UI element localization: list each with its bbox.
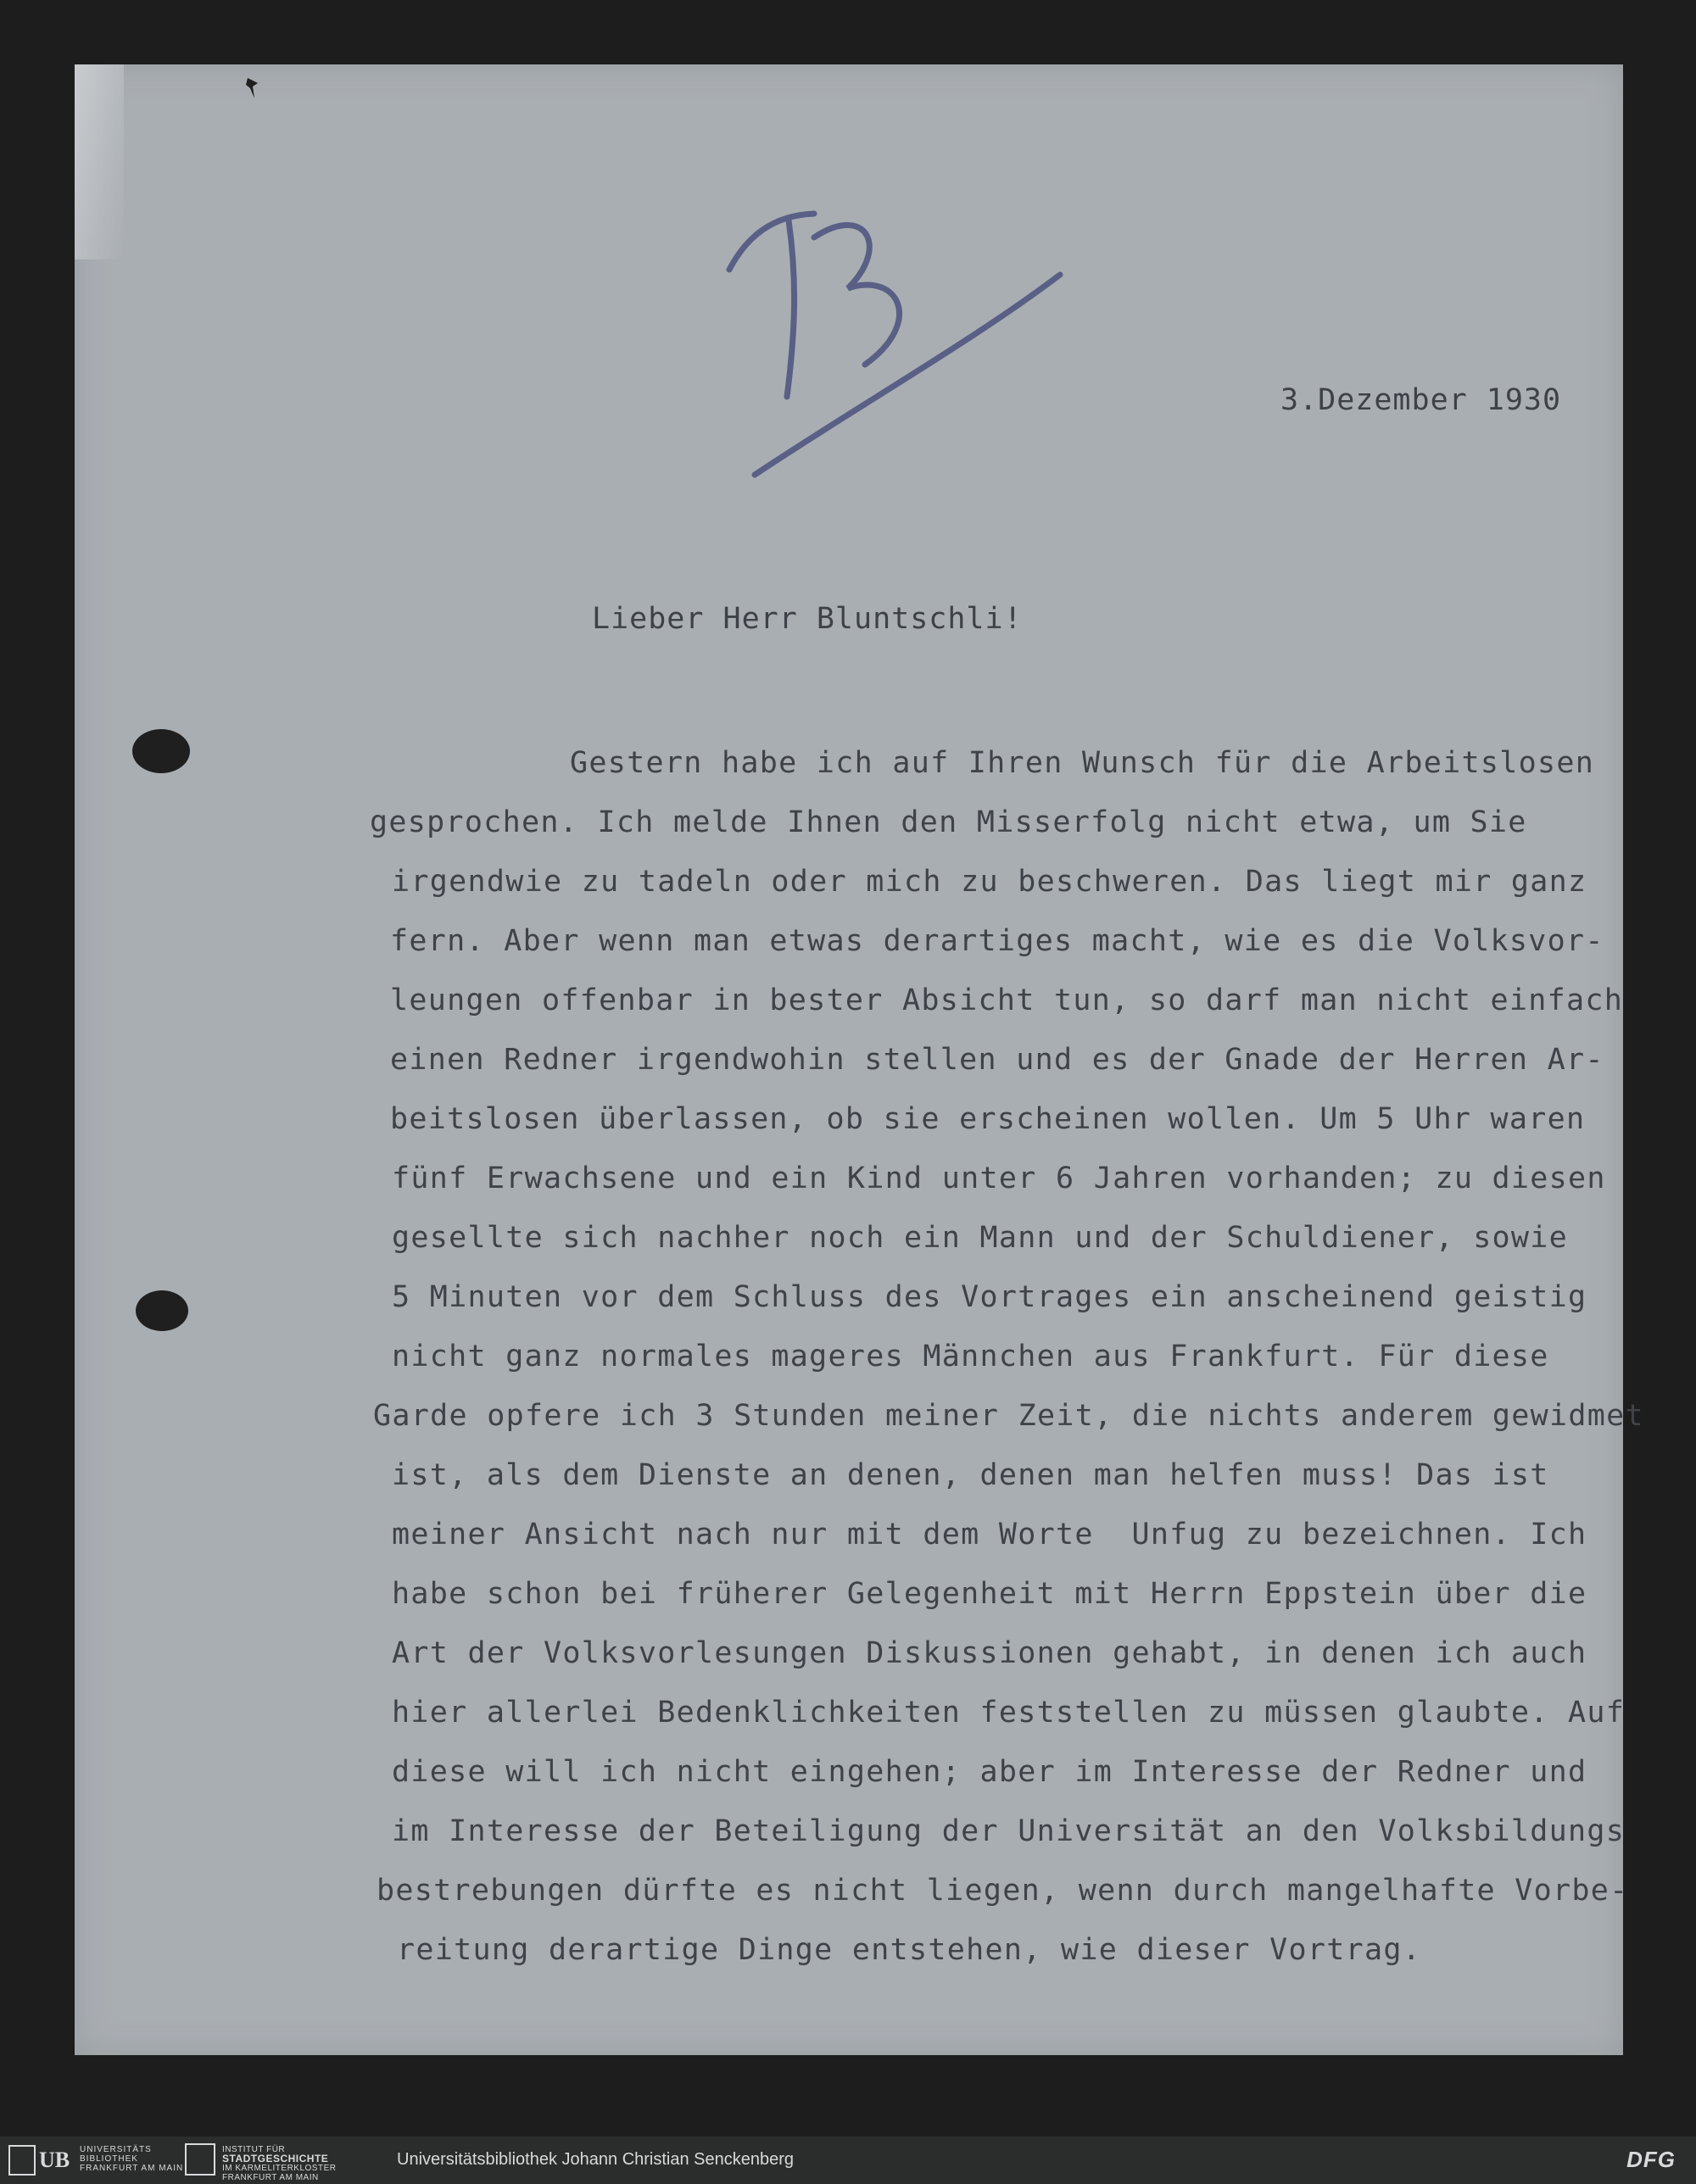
body-line: hier allerlei Bedenklichkeiten feststellen zu müssen glaubte. Auf xyxy=(392,1696,1626,1730)
body-line: im Interesse der Beteiligung der Universität an den Volksbildungs xyxy=(392,1814,1626,1848)
library-name: Universitätsbibliothek Johann Christian Senckenberg xyxy=(397,2150,795,2169)
isg-caption-line: FRANKFURT AM MAIN xyxy=(222,2173,319,2182)
isg-caption-line: STADTGESCHICHTE xyxy=(222,2153,329,2164)
punch-hole-lower xyxy=(136,1290,188,1331)
ub-caption-line: BIBLIOTHEK xyxy=(80,2154,138,2164)
body-line: einen Redner irgendwohin stellen und es der Gnade der Herren Ar- xyxy=(390,1043,1604,1077)
isg-caption-line: IM KARMELITERKLOSTER xyxy=(222,2164,337,2173)
viewer-footer xyxy=(0,2137,1696,2184)
dfg-logo: DFG xyxy=(1626,2147,1676,2172)
handwritten-initial xyxy=(721,203,1077,483)
body-line: bestrebungen dürfte es nicht liegen, wenn durch mangelhafte Vorbe- xyxy=(377,1874,1629,1908)
isg-logo-icon xyxy=(185,2143,215,2176)
body-line: meiner Ansicht nach nur mit dem Worte Unfug zu bezeichnen. Ich xyxy=(392,1518,1587,1552)
ub-caption-line: FRANKFURT AM MAIN xyxy=(80,2164,184,2173)
body-line: ist, als dem Dienste an denen, denen man helfen muss! Das ist xyxy=(392,1458,1549,1492)
tear-mark xyxy=(246,78,258,98)
body-line: Gestern habe ich auf Ihren Wunsch für die Arbeitslosen xyxy=(570,746,1595,780)
ub-logo xyxy=(8,2143,70,2177)
body-line: fern. Aber wenn man etwas derartiges macht, wie es die Volksvor- xyxy=(390,924,1604,958)
isg-logo-caption xyxy=(222,2145,336,2182)
punch-hole-upper xyxy=(132,729,190,773)
body-line: Garde opfere ich 3 Stunden meiner Zeit, die nichts anderem gewidmet xyxy=(373,1399,1644,1433)
body-line: gesellte sich nachher noch ein Mann und der Schuldiener, sowie xyxy=(392,1221,1569,1255)
ub-logo-caption xyxy=(80,2145,183,2173)
ub-logo-icon xyxy=(8,2145,36,2176)
body-line: diese will ich nicht eingehen; aber im Interesse der Redner und xyxy=(392,1755,1587,1789)
body-line: nicht ganz normales mageres Männchen aus Frankfurt. Für diese xyxy=(392,1340,1549,1373)
ub-logo-text: UB xyxy=(39,2148,70,2172)
body-line: habe schon bei früherer Gelegenheit mit Herrn Eppstein über die xyxy=(392,1577,1587,1611)
body-line: leungen offenbar in bester Absicht tun, so darf man nicht einfach xyxy=(390,983,1624,1017)
body-line: irgendwie zu tadeln oder mich zu beschweren. Das liegt mir ganz xyxy=(392,865,1587,899)
body-line: gesprochen. Ich melde Ihnen den Misserfolg nicht etwa, um Sie xyxy=(370,805,1527,839)
body-line: 5 Minuten vor dem Schluss des Vortrages ein anscheinend geistig xyxy=(392,1280,1587,1314)
body-line: reitung derartige Dinge entstehen, wie dieser Vortrag. xyxy=(397,1933,1422,1967)
body-line: Art der Volksvorlesungen Diskussionen gehabt, in denen ich auch xyxy=(392,1636,1587,1670)
folded-corner xyxy=(75,64,124,259)
ub-caption-line: UNIVERSITÄTS xyxy=(80,2145,152,2154)
body-line: beitslosen überlassen, ob sie erscheinen wollen. Um 5 Uhr waren xyxy=(390,1102,1586,1136)
salutation: Lieber Herr Bluntschli! xyxy=(592,602,1023,636)
isg-caption-line: INSTITUT FÜR xyxy=(222,2145,286,2154)
body-line: fünf Erwachsene und ein Kind unter 6 Jahren vorhanden; zu diesen xyxy=(392,1162,1606,1195)
letter-date: 3.Dezember 1930 xyxy=(1280,383,1562,417)
